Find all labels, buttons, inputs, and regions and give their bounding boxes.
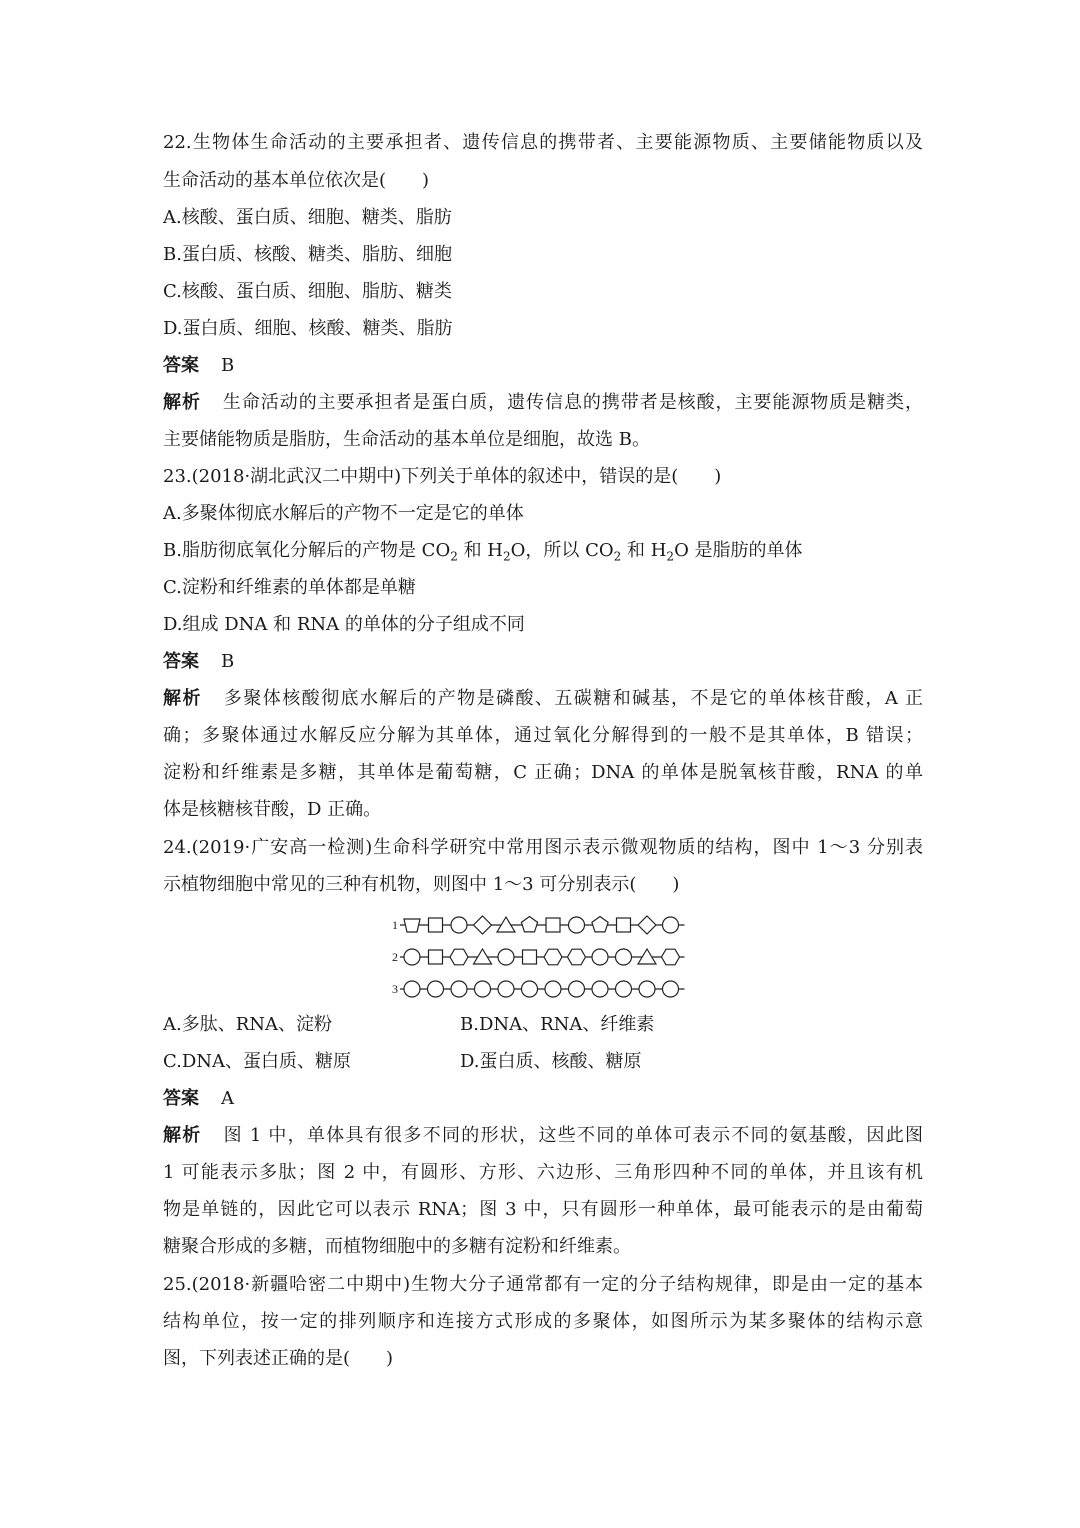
q22-option-c: C.核酸、蛋白质、细胞、脂肪、糖类 xyxy=(163,281,452,302)
q23-analysis-text-1: 多聚体核酸彻底水解后的产物是磷酸、五碳糖和碱基，不是它的单体核苷酸，A 正 xyxy=(223,688,923,709)
monomer-circle-row-1 xyxy=(663,917,679,933)
q22-stem-line-1: 22.生物体生命活动的主要承担者、遗传信息的携带者、主要能源物质、主要储能物质以及 xyxy=(163,132,923,153)
monomer-pentagon-row-1 xyxy=(521,917,537,932)
q24-options-row-1 xyxy=(163,1010,923,1040)
q23-analysis-line-1 xyxy=(163,684,923,714)
q23-option-b-part-1: B.脂肪彻底氧化分解后的产物是 CO xyxy=(163,540,451,561)
monomer-circle-row-3 xyxy=(592,981,608,997)
q23-option-d: D.组成 DNA 和 RNA 的单体的分子组成不同 xyxy=(163,614,525,635)
polymer-chain-diagram xyxy=(390,910,700,1000)
q22-option-d: D.蛋白质、细胞、核酸、糖类、脂肪 xyxy=(163,318,453,339)
q24-answer-value: A xyxy=(221,1088,234,1109)
q24-stem-line-1: 24.(2019·广安高一检测)生命科学研究中常用图示表示微观物质的结构，图中 1～3 分别表 xyxy=(163,837,923,858)
q23-option-b-part-2: 和 H xyxy=(457,540,503,561)
q22-analysis-label: 解析 xyxy=(163,392,201,413)
monomer-pentagon-row-1 xyxy=(592,917,608,932)
q24-answer-label: 答案 xyxy=(163,1088,199,1109)
q23-option-b xyxy=(163,536,923,566)
monomer-circle-row-3 xyxy=(616,981,632,997)
q22-answer xyxy=(163,351,923,381)
monomer-circle-row-3 xyxy=(545,981,561,997)
q23-option-b-sub-2: 2 xyxy=(502,549,511,564)
q24-answer xyxy=(163,1084,923,1114)
monomer-circle-row-3 xyxy=(663,981,679,997)
row-1-label: 1 xyxy=(392,918,398,932)
q22-analysis-line-2: 主要储能物质是脂肪，生命活动的基本单位是细胞，故选 B。 xyxy=(163,429,650,450)
monomer-square-row-2 xyxy=(523,950,537,964)
q22-option-a: A.核酸、蛋白质、细胞、糖类、脂肪 xyxy=(163,207,452,228)
monomer-hexagon-row-2 xyxy=(662,949,680,965)
q23-analysis-label: 解析 xyxy=(163,688,202,709)
q24-analysis-text-1: 图 1 中，单体具有很多不同的形状，这些不同的单体可表示不同的氨基酸，因此图 xyxy=(223,1125,923,1146)
monomer-square-row-2 xyxy=(429,950,443,964)
q24-analysis-label: 解析 xyxy=(163,1125,202,1146)
row-2-label: 2 xyxy=(392,950,398,964)
q24-option-b: B.DNA、RNA、纤维素 xyxy=(460,1014,655,1035)
q25-stem-line-3: 图，下列表述正确的是( ) xyxy=(163,1348,394,1369)
q22-analysis-text-1: 生命活动的主要承担者是蛋白质，遗传信息的携带者是核酸，主要能源物质是糖类， xyxy=(222,392,923,413)
q24-analysis-line-3: 物是单链的，因此它可以表示 RNA；图 3 中，只有圆形一种单体，最可能表示的是由葡萄 xyxy=(163,1199,923,1220)
q23-analysis-line-4: 体是核糖核苷酸，D 正确。 xyxy=(163,799,382,820)
monomer-circle-row-2 xyxy=(592,949,608,965)
q23-answer-value: B xyxy=(221,651,235,672)
monomer-circle-row-3 xyxy=(404,981,420,997)
q23-option-b-sub-1: 2 xyxy=(450,549,458,564)
q24-analysis-line-2: 1 可能表示多肽；图 2 中，有圆形、方形、六边形、三角形四种不同的单体，并且该有机 xyxy=(163,1162,923,1183)
monomer-circle-row-3 xyxy=(569,981,585,997)
monomer-circle-row-3 xyxy=(451,981,467,997)
q23-analysis-line-3: 淀粉和纤维素是多糖，其单体是葡萄糖，C 正确；DNA 的单体是脱氧核苷酸，RNA 的单 xyxy=(163,762,923,783)
monomer-circle-row-2 xyxy=(498,949,514,965)
q22-stem-line-2: 生命活动的基本单位依次是( ) xyxy=(163,170,430,191)
q23-option-b-part-4: 和 H xyxy=(621,540,667,561)
monomer-circle-row-3 xyxy=(522,981,538,997)
monomer-diamond-row-1 xyxy=(638,916,656,934)
q23-analysis-line-2: 确；多聚体通过水解反应分解为其单体，通过氧化分解得到的一般不是其单体，B 错误； xyxy=(163,725,923,746)
monomer-square-row-1 xyxy=(617,918,631,932)
q24-analysis-line-4: 糖聚合形成的多糖，而植物细胞中的多糖有淀粉和纤维素。 xyxy=(163,1236,631,1257)
q24-option-c: C.DNA、蛋白质、糖原 xyxy=(163,1051,352,1072)
q23-answer-label: 答案 xyxy=(163,651,199,672)
q23-stem: 23.(2018·湖北武汉二中期中)下列关于单体的叙述中，错误的是( ) xyxy=(163,466,722,487)
q23-option-b-part-3: O，所以 CO xyxy=(510,540,614,561)
monomer-circle-row-2 xyxy=(616,949,632,965)
monomer-circle-row-3 xyxy=(639,981,655,997)
q23-option-b-sub-3: 2 xyxy=(613,549,622,564)
monomer-square-row-1 xyxy=(546,918,560,932)
q23-option-b-sub-4: 2 xyxy=(666,549,675,564)
monomer-hexagon-row-2 xyxy=(450,949,468,965)
q24-options-row-2 xyxy=(163,1047,923,1077)
q22-analysis-line-1 xyxy=(163,388,923,418)
q23-option-c: C.淀粉和纤维素的单体都是单糖 xyxy=(163,577,416,598)
monomer-trapezoid-row-1 xyxy=(404,919,420,932)
q23-answer xyxy=(163,647,923,677)
q24-stem-line-2: 示植物细胞中常见的三种有机物，则图中 1～3 可分别表示( ) xyxy=(163,874,680,895)
monomer-circle-row-3 xyxy=(428,981,444,997)
monomer-square-row-1 xyxy=(429,918,443,932)
monomer-circle-row-2 xyxy=(404,949,420,965)
row-3-label: 3 xyxy=(392,982,398,996)
q22-answer-value: B xyxy=(221,355,235,376)
q24-analysis-line-1 xyxy=(163,1121,923,1151)
q25-stem-line-2: 结构单位，按一定的排列顺序和连接方式形成的多聚体，如图所示为某多聚体的结构示意 xyxy=(163,1311,923,1332)
monomer-hexagon-row-2 xyxy=(568,949,586,965)
q22-option-b: B.蛋白质、核酸、糖类、脂肪、细胞 xyxy=(163,244,452,265)
q22-answer-label: 答案 xyxy=(163,355,199,376)
monomer-diamond-row-1 xyxy=(474,916,492,934)
q23-option-a: A.多聚体彻底水解后的产物不一定是它的单体 xyxy=(163,503,524,524)
polymer-chain-figure xyxy=(390,910,700,1000)
q24-option-d: D.蛋白质、核酸、糖原 xyxy=(460,1051,642,1072)
q25-stem-line-1: 25.(2018·新疆哈密二中期中)生物大分子通常都有一定的分子结构规律，即是由一定的基本 xyxy=(163,1274,923,1295)
monomer-circle-row-3 xyxy=(498,981,514,997)
q24-option-a: A.多肽、RNA、淀粉 xyxy=(163,1014,333,1035)
q23-option-b-part-5: O 是脂肪的单体 xyxy=(674,540,803,561)
monomer-circle-row-1 xyxy=(451,917,467,933)
chain-rows xyxy=(400,916,685,997)
monomer-circle-row-3 xyxy=(475,981,491,997)
monomer-circle-row-1 xyxy=(569,917,585,933)
monomer-hexagon-row-2 xyxy=(544,949,562,965)
